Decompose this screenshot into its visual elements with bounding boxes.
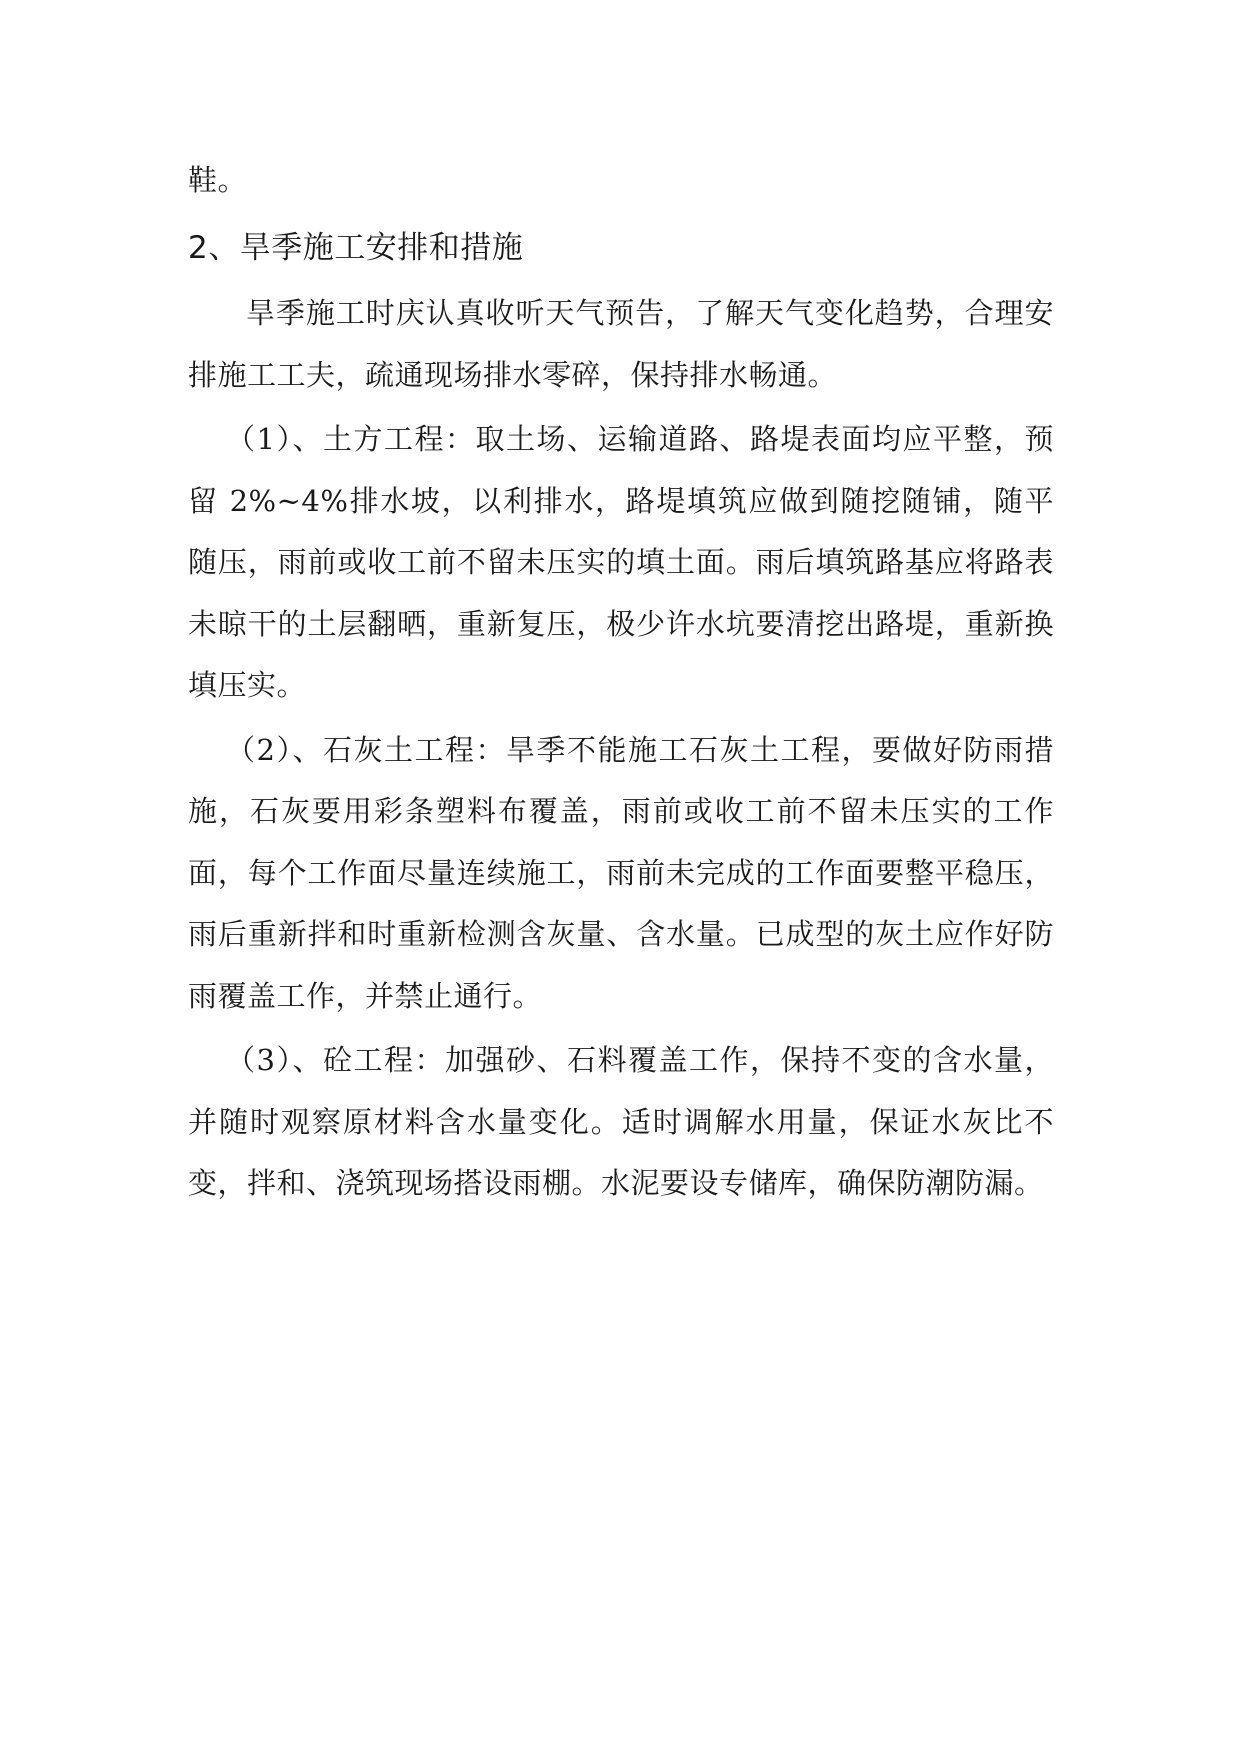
item-paragraph-lime-soil: （2）、石灰土工程：旱季不能施工石灰土工程，要做好防雨措施，石灰要用彩条塑料布覆盖，雨前或收工前不留未压实的工作面，每个工作面尽量连续施工，雨前未完成的工作面要整平稳压，雨后重新拌和时重新检测含灰量、含水量。已成型的灰土应作好防雨覆盖工作，并禁止通行。: [188, 732, 1054, 1013]
intro-paragraph: 旱季施工时庆认真收听天气预告，了解天气变化趋势，合理安排施工工夫，疏通现场排水零碎，保持排水畅通。: [188, 296, 1054, 392]
section-heading: 2、旱季施工安排和措施: [188, 229, 524, 266]
item-paragraph-earthwork: （1）、土方工程：取土场、运输道路、路堤表面均应平整，预留 2%~4%排水坡，以利排水，路堤填筑应做到随挖随铺，随平随压，雨前或收工前不留未压实的填土面。雨后填筑路基应将路表未晾干的土层翻晒，重新复压，极少许水坑要清挖出路堤，重新换填压实。: [188, 422, 1054, 702]
item-paragraph-concrete: （3）、砼工程：加强砂、石料覆盖工作，保持不变的含水量，并随时观察原材料含水量变化。适时调解水用量，保证水灰比不变，拌和、浇筑现场搭设雨棚。水泥要设专储库，确保防潮防漏。: [188, 1043, 1054, 1200]
document-body: [188, 150, 1054, 1215]
continuation-text: 鞋。: [188, 163, 248, 197]
